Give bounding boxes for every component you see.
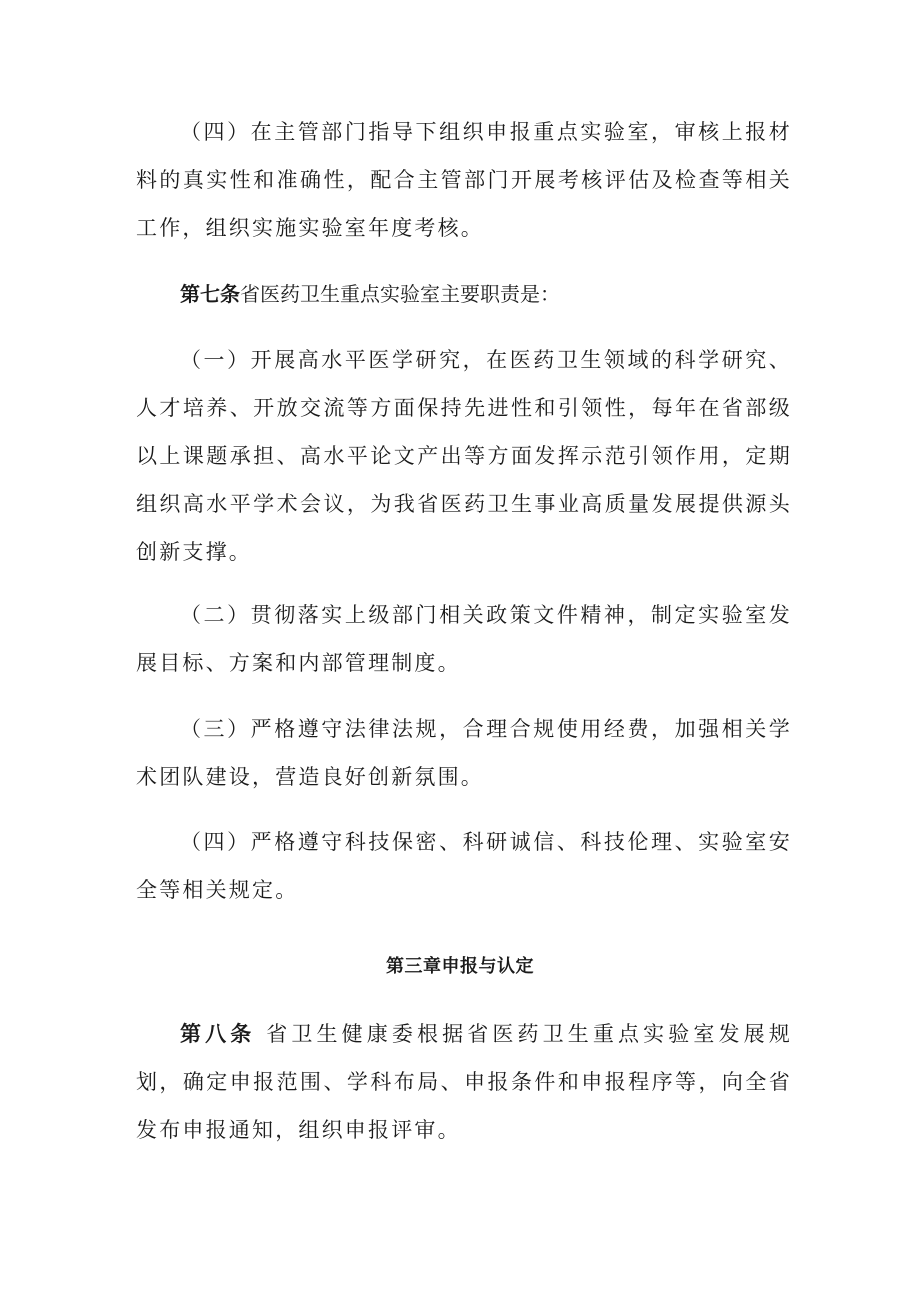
article-7-label: 第七条 [180,282,240,306]
article-7-heading [180,270,560,318]
paragraph-item-4-regulations: （四）严格遵守科技保密、科研诚信、科技伦理、实验室安全等相关规定。 [136,830,792,902]
paragraph-article-8 [136,1010,792,1154]
article-8-text: 省卫生健康委根据省医药卫生重点实验室发展规划，确定申报范围、学科布局、申报条件和申报程序等，向全省发布申报通知，组织申报评审。 [136,1022,792,1142]
article-7-text: 省医药卫生重点实验室主要职责是： [240,282,560,306]
chapter-3-title: 第三章申报与认定 [386,956,534,977]
paragraph-item-2-policy: （二）贯彻落实上级部门相关政策文件精神，制定实验室发展目标、方案和内部管理制度。 [136,603,792,675]
paragraph-item-3-compliance: （三）严格遵守法律法规，合理合规使用经费，加强相关学术团队建设，营造良好创新氛围。 [136,717,792,789]
paragraph-item-1-research: （一）开展高水平医学研究，在医药卫生领域的科学研究、人才培养、开放交流等方面保持先进性和引领性，每年在省部级以上课题承担、高水平论文产出等方面发挥示范引领作用，定期组织高水平学术会议，为我省医药卫生事业高质量发展提供源头创新支撑。 [136,348,792,564]
article-8-label: 第八条 [180,1022,256,1046]
paragraph-duty-4-organize-application: （四）在主管部门指导下组织申报重点实验室，审核上报材料的真实性和准确性，配合主管部门开展考核评估及检查等相关工作，组织实施实验室年度考核。 [136,120,792,240]
